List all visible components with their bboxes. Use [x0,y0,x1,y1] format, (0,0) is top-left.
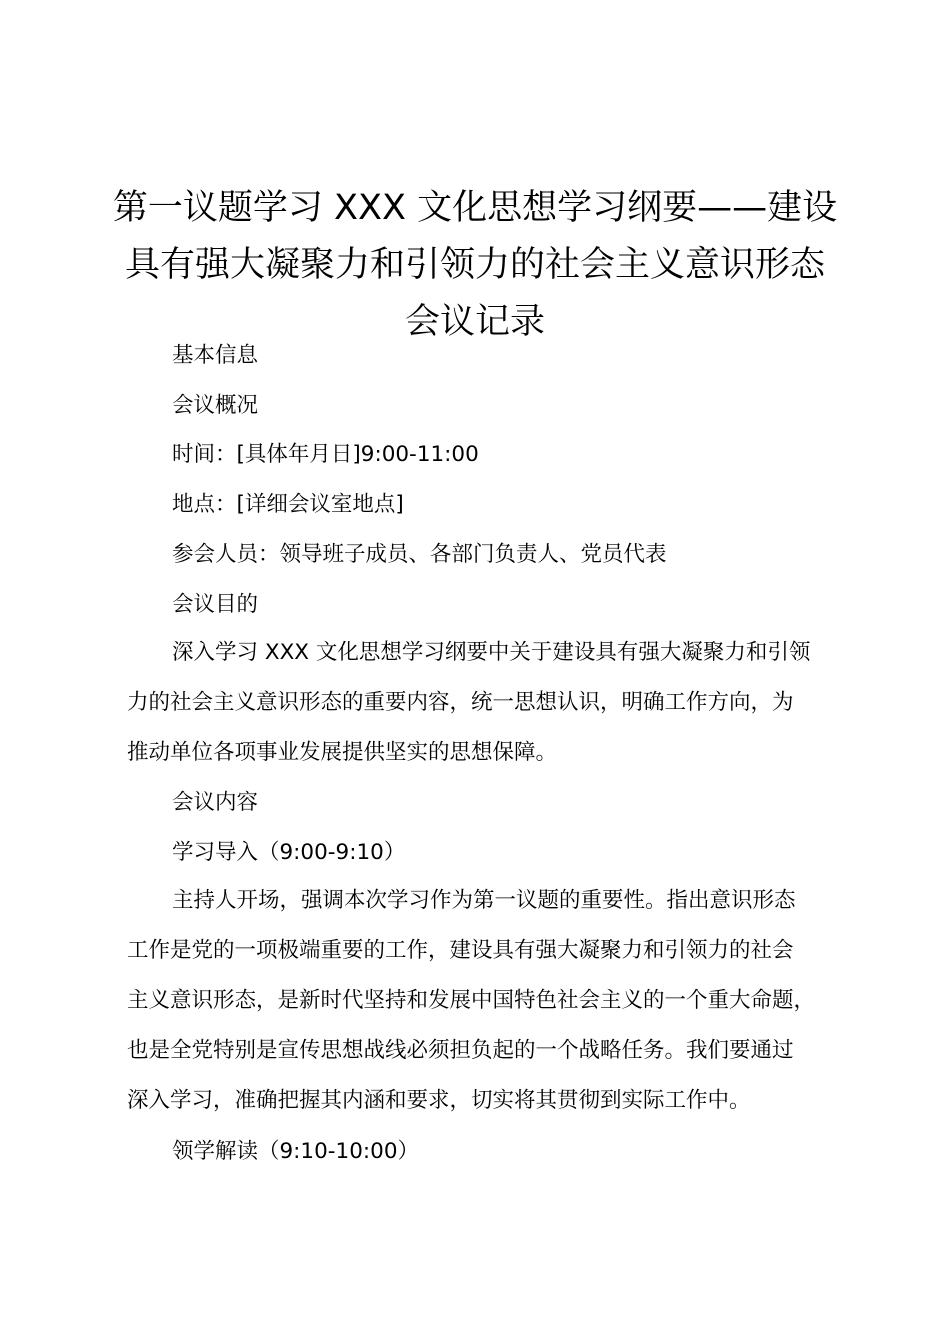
heading-overview: 会议概况 [172,393,259,418]
heading-intro: 学习导入（9:00-9:10） [172,840,406,865]
paragraph-line: 深入学习，准确把握其内涵和要求，切实将其贯彻到实际工作中。 [127,1088,751,1113]
meeting-time: 时间：[具体年月日]9:00-11:00 [172,442,479,467]
heading-content: 会议内容 [172,790,259,815]
document-title [100,180,850,351]
paragraph-line: 主持人开场，强调本次学习作为第一议题的重要性。指出意识形态 [172,888,796,913]
paragraph-line: 也是全党特别是宣传思想战线必须担负起的一个战略任务。我们要通过 [127,1038,794,1063]
paragraph-line: 工作是党的一项极端重要的工作，建设具有强大凝聚力和引领力的社会 [127,938,794,963]
title-line: 具有强大凝聚力和引领力的社会主义意识形态 [124,245,825,285]
paragraph-line: 力的社会主义意识形态的重要内容，统一思想认识，明确工作方向，为 [127,690,794,715]
paragraph-line: 推动单位各项事业发展提供坚实的思想保障。 [127,740,558,765]
meeting-attendees: 参会人员：领导班子成员、各部门负责人、党员代表 [172,542,667,567]
purpose-paragraph [127,628,857,778]
intro-paragraph [127,876,857,1126]
meeting-location: 地点：[详细会议室地点] [172,492,404,517]
paragraph-line: 主义意识形态，是新时代坚持和发展中国特色社会主义的一个重大命题， [127,988,816,1013]
title-line: 第一议题学习 XXX 文化思想学习纲要——建设 [112,188,838,228]
title-line: 会议记录 [404,302,545,342]
heading-reading: 领学解读（9:10-10:00） [172,1139,419,1164]
paragraph-line: 深入学习 XXX 文化思想学习纲要中关于建设具有强大凝聚力和引领 [172,640,811,665]
heading-purpose: 会议目的 [172,592,259,617]
heading-basic-info: 基本信息 [172,343,259,368]
